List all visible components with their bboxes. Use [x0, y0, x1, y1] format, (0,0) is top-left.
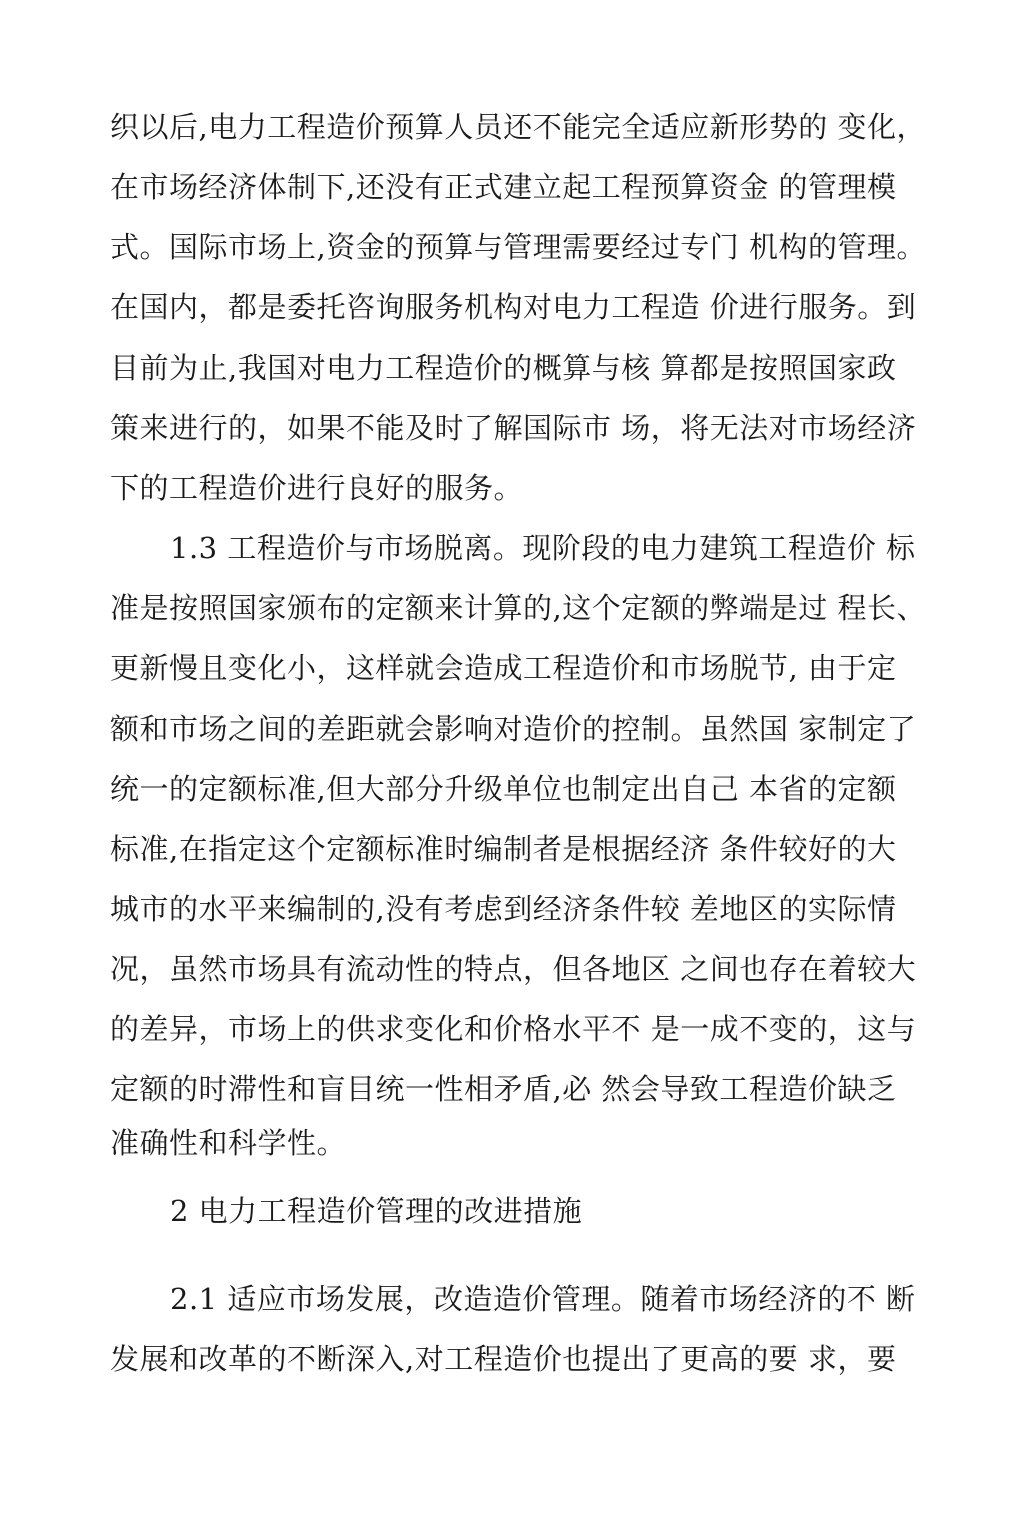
paragraph-line: 更新慢且变化小，这样就会造成工程造价和市场脱节, 由于定	[110, 651, 897, 685]
paragraph-line: 在市场经济体制下,还没有正式建立起工程预算资金 的管理模	[110, 170, 897, 204]
subsection-heading-line: 2.1 适应市场发展，改造造价管理。随着市场经济的不 断	[170, 1282, 916, 1316]
paragraph-line: 的差异，市场上的供求变化和价格水平不 是一成不变的，这与	[110, 1012, 917, 1046]
paragraph-line: 式。国际市场上,资金的预算与管理需要经过专门 机构的管理。	[110, 230, 926, 264]
paragraph-line: 统一的定额标准,但大部分升级单位也制定出自己 本省的定额	[110, 772, 897, 806]
paragraph-line: 定额的时滞性和盲目统一性相矛盾,必 然会导致工程造价缺乏	[110, 1072, 897, 1106]
paragraph-line: 下的工程造价进行良好的服务。	[110, 471, 524, 505]
section-heading-line: 1.3 工程造价与市场脱离。现阶段的电力建筑工程造价 标	[170, 531, 916, 565]
paragraph-line: 城市的水平来编制的,没有考虑到经济条件较 差地区的实际情	[110, 892, 897, 926]
paragraph-line: 况，虽然市场具有流动性的特点，但各地区 之间也存在着较大	[110, 952, 917, 986]
paragraph-line: 准确性和科学性。	[110, 1126, 347, 1160]
paragraph-line: 在国内，都是委托咨询服务机构对电力工程造 价进行服务。到	[110, 290, 917, 324]
paragraph-line: 额和市场之间的差距就会影响对造价的控制。虽然国 家制定了	[110, 712, 917, 746]
paragraph-line: 标准,在指定这个定额标准时编制者是根据经济 条件较好的大	[110, 832, 897, 866]
paragraph-line: 织以后,电力工程造价预算人员还不能完全适应新形势的 变化，	[110, 110, 926, 144]
section-title: 2 电力工程造价管理的改进措施	[170, 1194, 583, 1228]
paragraph-line: 发展和改革的不断深入,对工程造价也提出了更高的要 求，要	[110, 1342, 897, 1376]
paragraph-line: 准是按照国家颁布的定额来计算的,这个定额的弊端是过 程长、	[110, 591, 926, 625]
paragraph-line: 目前为止,我国对电力工程造价的概算与核 算都是按照国家政	[110, 351, 897, 385]
paragraph-line: 策来进行的，如果不能及时了解国际市 场，将无法对市场经济	[110, 411, 917, 445]
